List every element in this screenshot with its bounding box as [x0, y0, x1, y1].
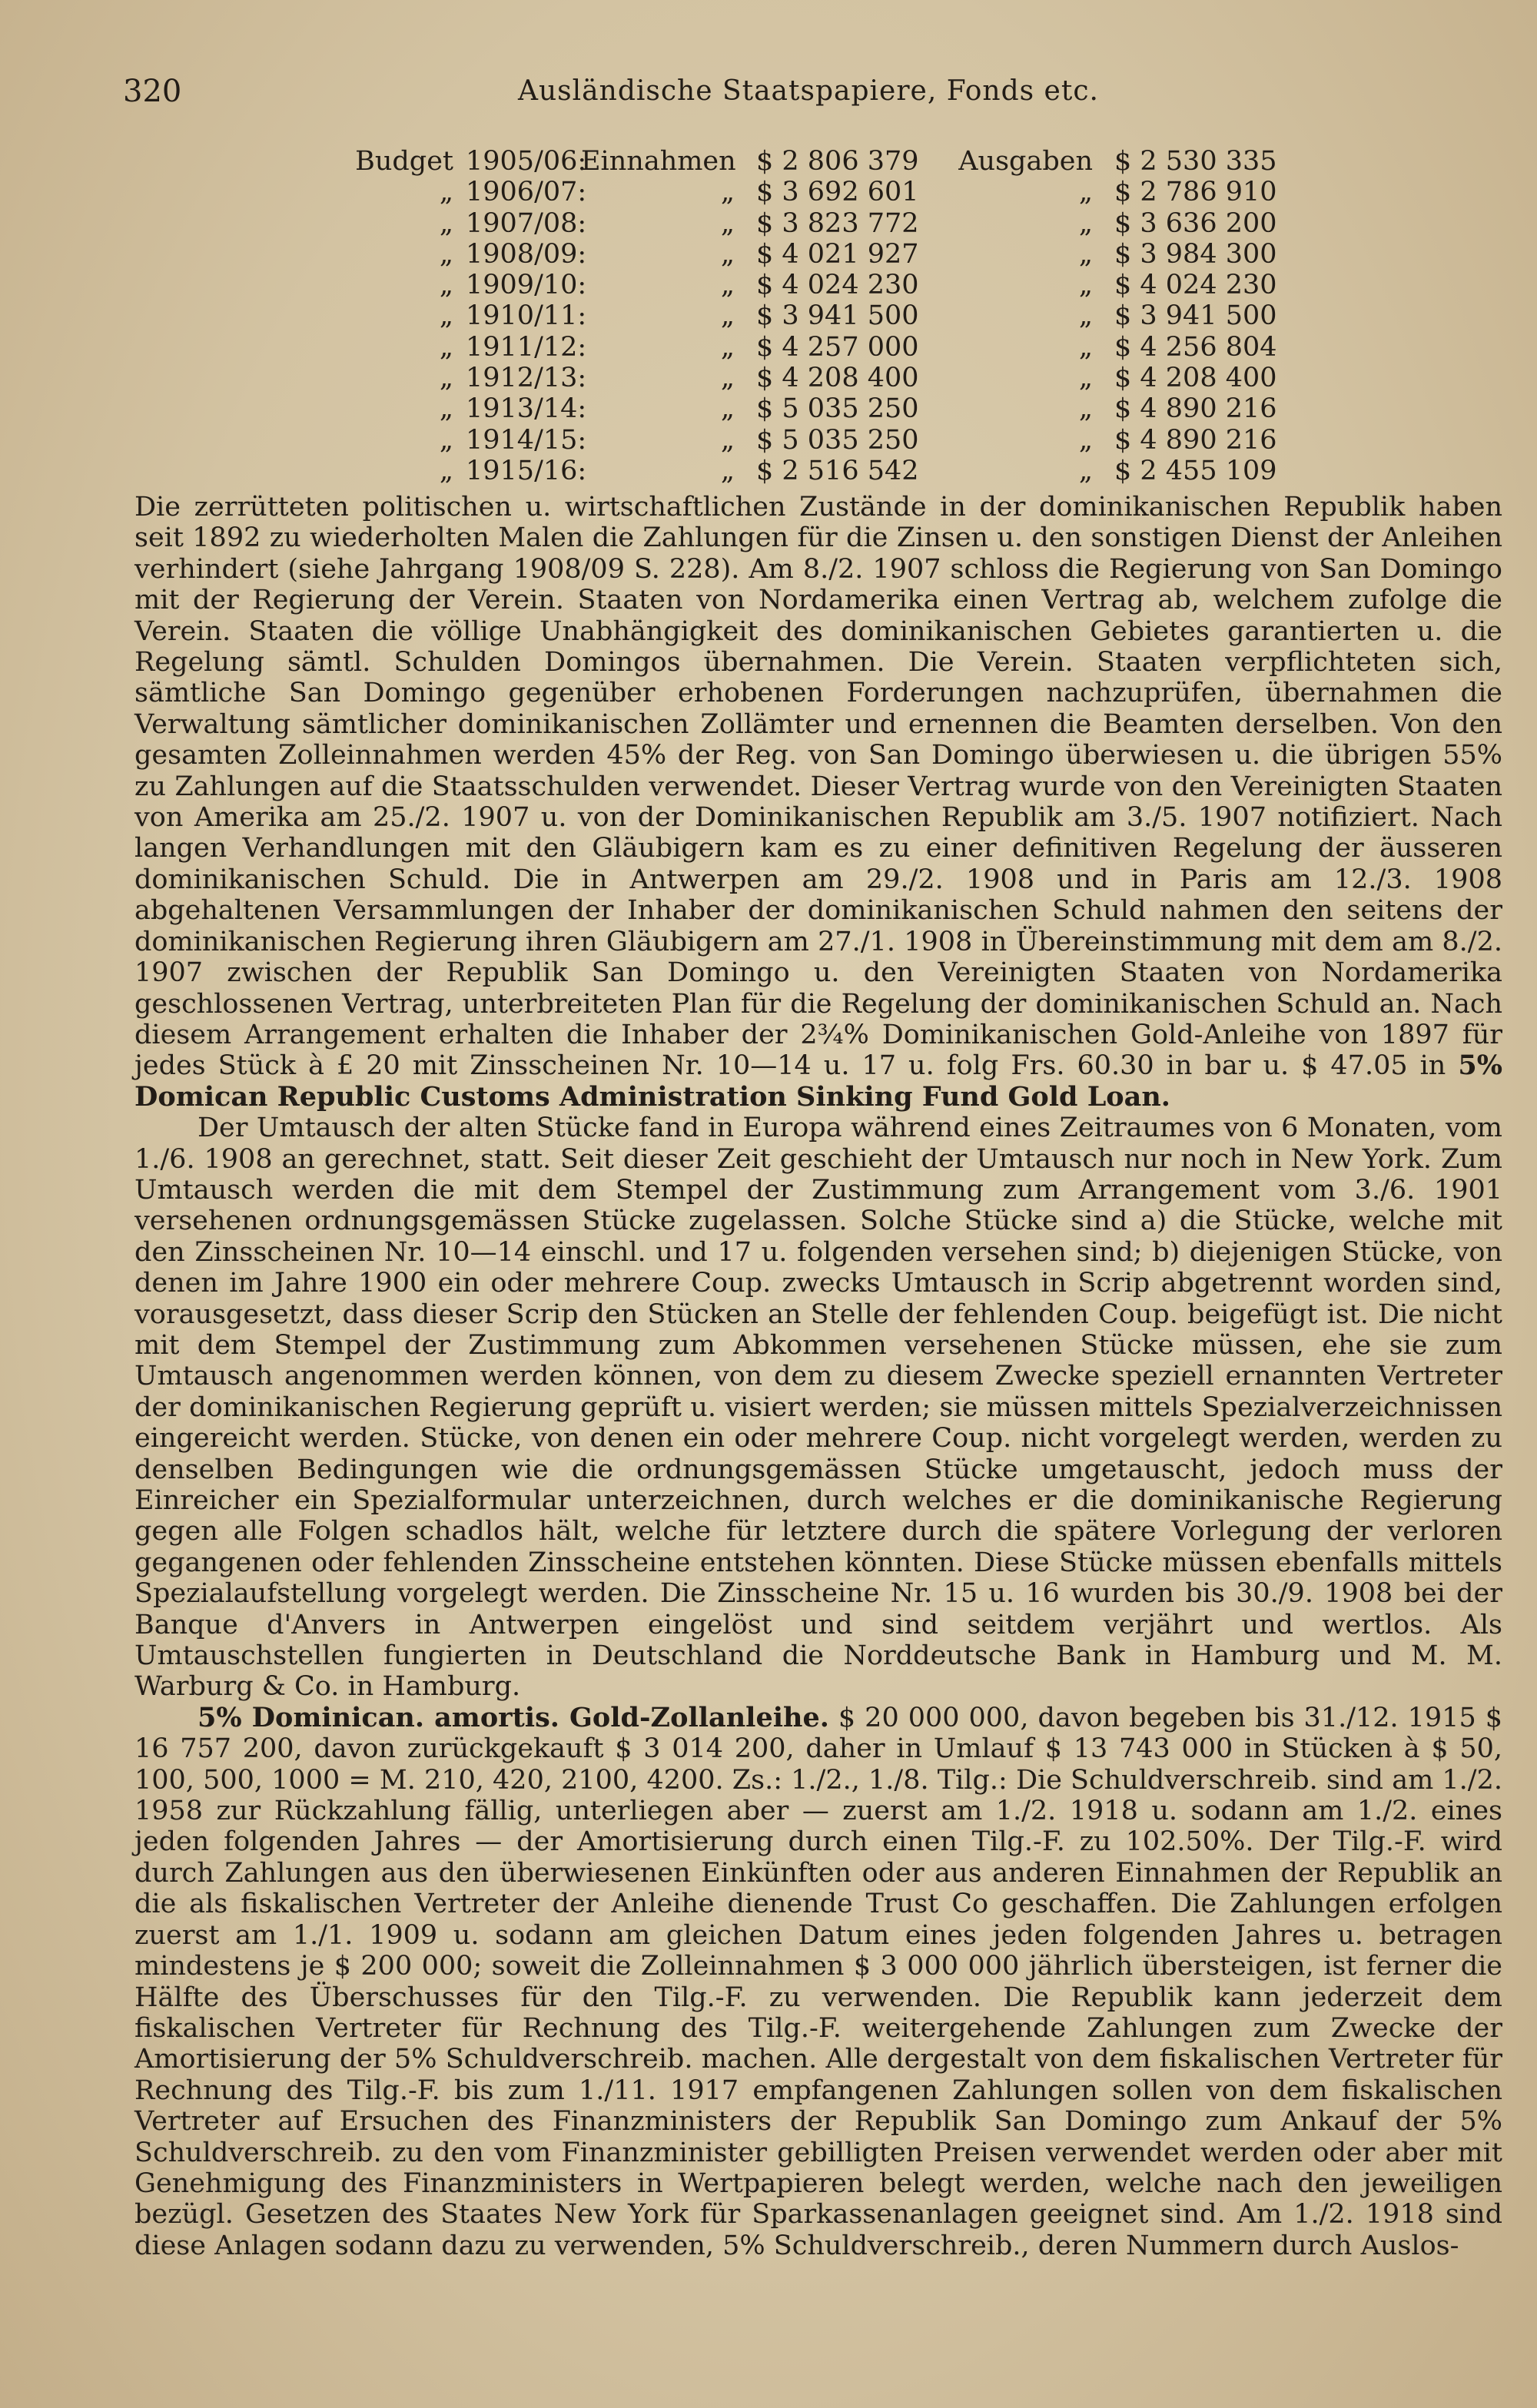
- budget-year: 1907/08:: [466, 207, 587, 239]
- loan-title-bold: 5% Domican Republic Customs Administration Sinking Fund Gold Loan.: [134, 1050, 1502, 1113]
- body-text: [134, 492, 1502, 2261]
- budget-expense-label: „: [1078, 238, 1093, 270]
- budget-year: 1914/15:: [466, 424, 587, 456]
- budget-year: 1909/10:: [466, 270, 587, 301]
- budget-expense-value: $ 4 890 216: [1114, 424, 1277, 456]
- budget-income-value: $ 3 823 772: [756, 207, 919, 239]
- budget-label: „: [439, 177, 453, 208]
- budget-label: Budget: [355, 146, 453, 177]
- budget-expense-value: $ 3 984 300: [1114, 238, 1277, 270]
- budget-label: „: [439, 331, 453, 363]
- budget-label: „: [439, 238, 453, 270]
- budget-income-label: „: [720, 238, 735, 270]
- budget-row: [338, 393, 1337, 424]
- budget-expense-value: $ 2 786 910: [1114, 177, 1277, 208]
- gold-loan-heading: 5% Dominican. amortis. Gold-Zollanleihe.: [198, 1701, 829, 1733]
- paragraph-exchange: Der Umtausch der alten Stücke fand in Europa während eines Zeitraumes von 6 Monaten, vom 1./6. 1908 an gerechnet, statt. Seit dieser Zeit geschieht der Umtausch nur noch in New York. Zum Umtausch werden die mit dem Stempel der Zustimmung zum Arrangement vom 3./6. 1901 versehenen ordnungsgemässen Stücke zugelassen. Solche Stücke sind a) die Stücke, welche mit den Zinsscheinen Nr. 10—14 einschl. und 17 u. folgenden versehen sind; b) diejenigen Stücke, von denen im Jahre 1900 ein oder mehrere Coup. zwecks Umtausch in Scrip abgetrennt worden sind, vorausgesetzt, dass dieser Scrip den Stücken an Stelle der fehlenden Coup. beigefügt ist. Die nicht mit dem Stempel der Zustimmung zum Abkommen versehenen Stücke müssen, ehe sie zum Umtausch angenommen werden können, von dem zu diesem Zwecke speziell ernannten Vertreter der dominikanischen Regierung geprüft u. visiert werden; sie müssen mittels Spezialverzeichnissen eingereicht werden. Stücke, von denen ein oder mehrere Coup. nicht vorgelegt werden, werden zu denselben Bedingungen wie die ordnungsgemässen Stücke umgetauscht, jedoch muss der Einreicher ein Spezialformular unterzeichnen, durch welches er die dominikanische Regierung gegen alle Folgen schadlos hält, welche für letztere durch die spätere Vorlegung der verloren gegangenen oder fehlenden Zinsscheine entstehen könnten. Diese Stücke müssen ebenfalls mittels Spezialaufstellung vorgelegt werden. Die Zinsscheine Nr. 15 u. 16 wurden bis 30./9. 1908 bei der Banque d'Anvers in Antwerpen eingelöst und sind seitdem verjährt und wertlos. Als Umtauschstellen fungierten in Deutschland die Norddeutsche Bank in Hamburg und M. M. Warburg & Co. in Hamburg.: [134, 1113, 1502, 1703]
- budget-income-value: $ 5 035 250: [756, 393, 919, 425]
- budget-income-label: „: [720, 331, 735, 363]
- budget-label: „: [439, 424, 453, 456]
- budget-income-value: $ 2 806 379: [756, 146, 919, 177]
- budget-income-label: Einnahmen: [581, 146, 736, 177]
- budget-label: „: [439, 207, 453, 239]
- budget-row: [338, 456, 1337, 486]
- budget-expense-label: „: [1078, 300, 1093, 332]
- running-title: Ausländische Staatspapiere, Fonds etc.: [518, 75, 1099, 107]
- budget-expense-value: $ 3 941 500: [1114, 300, 1277, 332]
- budget-row: [338, 270, 1337, 300]
- budget-year: 1915/16:: [466, 455, 587, 486]
- budget-label: „: [439, 393, 453, 425]
- budget-expense-label: „: [1078, 331, 1093, 363]
- budget-income-label: „: [720, 177, 735, 208]
- paragraph-gold-loan-text: $ 20 000 000, davon begeben bis 31./12. 1915 $ 16 757 200, davon zurückgekauft $ 3 014 200, daher in Umlauf $ 13 743 000 in Stücken à $ 50, 100, 500, 1000 = M. 210, 420, 2100, 4200. Zs.: 1./2., 1./8. Tilg.: Die Schuldverschreib. sind am 1./2. 1958 zur Rückzahlung fällig, unterliegen aber — zuerst am 1./2. 1918 u. sodann am 1./2. eines jeden folgenden Jahres — der Amortisierung durch einen Tilg.-F. zu 102.50%. Der Tilg.-F. wird durch Zahlungen aus den überwiesenen Einkünften oder aus anderen Einnahmen der Republik an die als fiskalischen Vertreter der Anleihe dienende Trust Co geschaffen. Die Zahlungen erfolgen zuerst am 1./1. 1909 u. sodann am gleichen Datum eines jeden folgenden Jahres u. betragen mindestens je $ 200 000; soweit die Zolleinnahmen $ 3 000 000 jährlich übersteigen, ist ferner die Hälfte des Überschusses für den Tilg.-F. zu verwenden. Die Republik kann jederzeit dem fiskalischen Vertreter für Rechnung des Tilg.-F. weitergehende Zahlungen zum Zwecke der Amortisierung der 5% Schuldverschreib. machen. Alle dergestalt von dem fiskalischen Vertreter für Rechnung des Tilg.-F. bis zum 1./11. 1917 empfangenen Zahlungen sollen von dem fiskalischen Vertreter auf Ersuchen des Finanzministers der Republik San Domingo zum Ankauf der 5% Schuldverschreib. zu den vom Finanzminister gebilligten Preisen verwendet werden oder aber mit Genehmigung des Finanzministers in Wertpapieren belegt werden, welche nach den jeweiligen bezügl. Gesetzen des Staates New York für Sparkassenanlagen geeignet sind. Am 1./2. 1918 sind diese Anlagen sodann dazu zu verwenden, 5% Schuldverschreib., deren Nummern durch Auslos-: [134, 1702, 1502, 2261]
- budget-expense-value: $ 4 256 804: [1114, 331, 1277, 363]
- budget-expense-value: $ 4 208 400: [1114, 363, 1277, 394]
- budget-expense-label: „: [1078, 455, 1093, 486]
- budget-year: 1913/14:: [466, 393, 587, 425]
- paragraph-intro-text: Die zerrütteten politischen u. wirtschaftlichen Zustände in der dominikanischen Republik haben seit 1892 zu wiederholten Malen die Zahlungen für die Zinsen u. den sonstigen Dienst der Anleihen verhindert (siehe Jahrgang 1908/09 S. 228). Am 8./2. 1907 schloss die Regierung von San Domingo mit der Regierung der Verein. Staaten von Nordamerika einen Vertrag ab, welchem zufolge die Verein. Staaten die völlige Unabhängigkeit des dominikanischen Gebietes garantierten u. die Regelung sämtl. Schulden Domingos übernahmen. Die Verein. Staaten verpflichteten sich, sämtliche San Domingo gegenüber erhobenen Forderungen nachzuprüfen, übernahmen die Verwaltung sämtlicher dominikanischen Zollämter und ernennen die Beamten derselben. Von den gesamten Zolleinnahmen werden 45% der Reg. von San Domingo überwiesen u. die übrigen 55% zu Zahlungen auf die Staatsschulden verwendet. Dieser Vertrag wurde von den Vereinigten Staaten von Amerika am 25./2. 1907 u. von der Dominikanischen Republik am 3./5. 1907 notifiziert. Nach langen Verhandlungen mit den Gläubigern kam es zu einer definitiven Regelung der äusseren dominikanischen Schuld. Die in Antwerpen am 29./2. 1908 und in Paris am 12./3. 1908 abgehaltenen Versammlungen der Inhaber der dominikanischen Schuld nahmen den seitens der dominikanischen Regierung ihren Gläubigern am 27./1. 1908 in Übereinstimmung mit dem am 8./2. 1907 zwischen der Republik San Domingo u. den Vereinigten Staaten von Nordamerika geschlossenen Vertrag, unterbreiteten Plan für die Regelung der dominikanischen Schuld an. Nach diesem Arrangement erhalten die Inhaber der 2¾% Dominikanischen Gold-Anleihe von 1897 für jedes Stück à £ 20 mit Zinsscheinen Nr. 10—14 u. 17 u. folg Frs. 60.30 in bar u. $ 47.05 in: [134, 492, 1502, 1082]
- budget-row: [338, 300, 1337, 331]
- budget-income-value: $ 4 021 927: [756, 238, 919, 270]
- budget-year: 1908/09:: [466, 238, 587, 270]
- budget-expense-value: $ 4 024 230: [1114, 270, 1277, 301]
- budget-year: 1911/12:: [466, 331, 587, 363]
- budget-expense-value: $ 4 890 216: [1114, 393, 1277, 425]
- budget-income-label: „: [720, 363, 735, 394]
- budget-year: 1910/11:: [466, 300, 587, 332]
- budget-year: 1912/13:: [466, 363, 587, 394]
- page-number: 320: [123, 74, 182, 109]
- budget-row: [338, 363, 1337, 393]
- budget-expense-label: „: [1078, 177, 1093, 208]
- budget-label: „: [439, 363, 453, 394]
- budget-expense-value: $ 2 530 335: [1114, 146, 1277, 177]
- budget-row: [338, 208, 1337, 239]
- budget-income-value: $ 4 208 400: [756, 363, 919, 394]
- budget-row: [338, 332, 1337, 363]
- budget-income-label: „: [720, 300, 735, 332]
- budget-income-value: $ 2 516 542: [756, 455, 919, 486]
- budget-income-label: „: [720, 393, 735, 425]
- budget-expense-label: Ausgaben: [958, 146, 1093, 177]
- budget-income-value: $ 4 257 000: [756, 331, 919, 363]
- paragraph-intro: [134, 492, 1502, 1113]
- budget-income-value: $ 5 035 250: [756, 424, 919, 456]
- budget-row: [338, 239, 1337, 270]
- paragraph-gold-loan: [134, 1703, 1502, 2261]
- budget-income-label: „: [720, 455, 735, 486]
- budget-expense-value: $ 3 636 200: [1114, 207, 1277, 239]
- budget-label: „: [439, 300, 453, 332]
- budget-year: 1906/07:: [466, 177, 587, 208]
- budget-expense-label: „: [1078, 424, 1093, 456]
- budget-table: [338, 146, 1337, 486]
- budget-label: „: [439, 455, 453, 486]
- budget-label: „: [439, 270, 453, 301]
- budget-income-label: „: [720, 270, 735, 301]
- budget-income-label: „: [720, 424, 735, 456]
- budget-expense-label: „: [1078, 270, 1093, 301]
- budget-expense-label: „: [1078, 393, 1093, 425]
- budget-income-label: „: [720, 207, 735, 239]
- page-header: [123, 74, 1383, 120]
- budget-expense-value: $ 2 455 109: [1114, 455, 1277, 486]
- budget-row: [338, 177, 1337, 207]
- budget-income-value: $ 4 024 230: [756, 270, 919, 301]
- budget-income-value: $ 3 692 601: [756, 177, 919, 208]
- budget-year: 1905/06:: [466, 146, 587, 177]
- budget-expense-label: „: [1078, 207, 1093, 239]
- budget-expense-label: „: [1078, 363, 1093, 394]
- budget-row: [338, 425, 1337, 456]
- budget-row: [338, 146, 1337, 177]
- budget-income-value: $ 3 941 500: [756, 300, 919, 332]
